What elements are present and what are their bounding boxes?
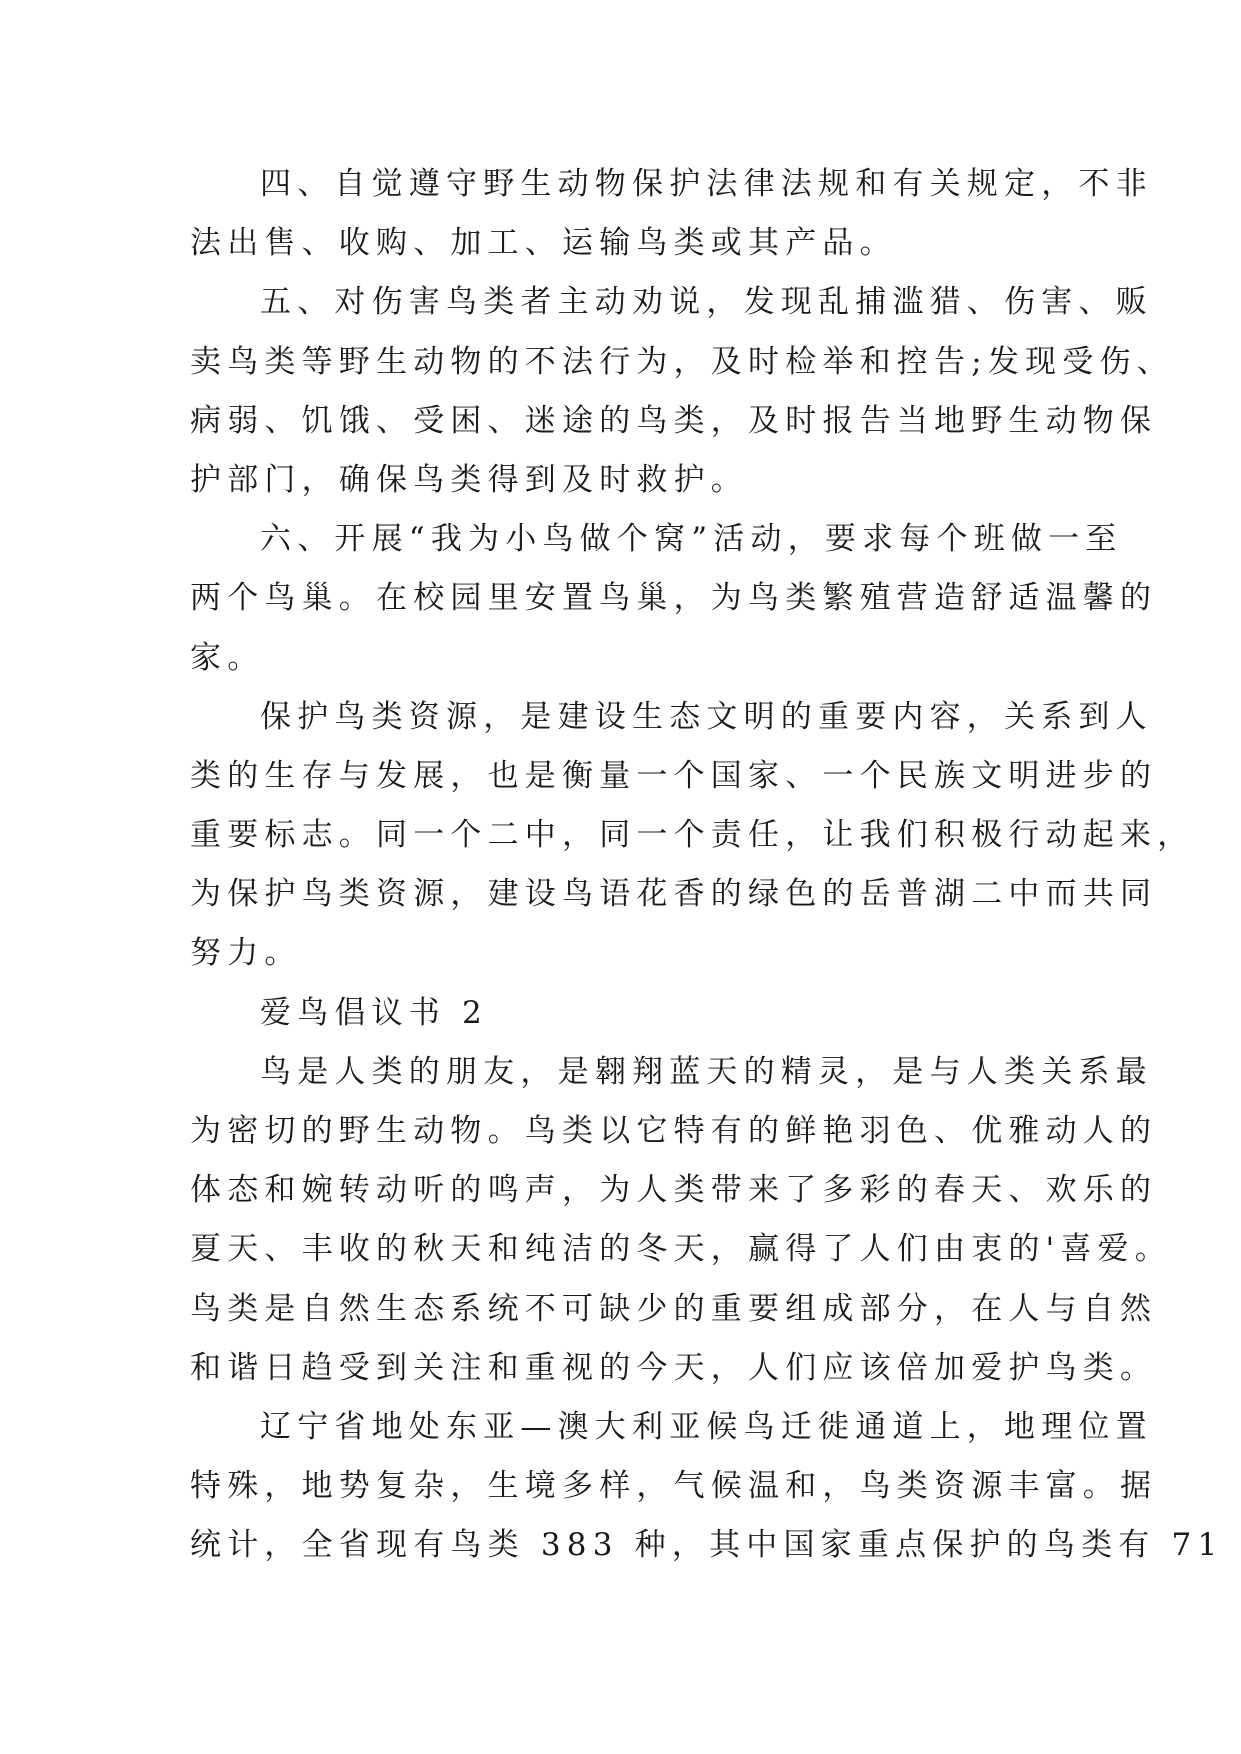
section-title: 爱鸟倡议书 2 [260,994,488,1031]
text-line: 家。 [190,639,265,676]
text-line: 为保护鸟类资源，建设鸟语花香的绿色的岳普湖二中而共同 [190,876,1158,913]
text-line: 法出售、收购、加工、运输鸟类或其产品。 [190,225,897,262]
text-line: 卖鸟类等野生动物的不法行为，及时检举和控告;发现受伤、 [190,343,1174,380]
text-line: 重要标志。同一个二中，同一个责任，让我们积极行动起来， [190,817,1195,854]
paragraph-liaoning [190,1398,1224,1576]
text-line: 努力。 [190,935,302,972]
text-line: 辽宁省地处东亚—澳大利亚候鸟迁徙通道上，地理位置 [260,1408,1153,1445]
text-line: 保护鸟类资源，是建设生态文明的重要内容，关系到人 [260,698,1153,735]
document-body [190,155,1224,1576]
text-line: 体态和婉转动听的鸣声，为人类带来了多彩的春天、欢乐的 [190,1172,1158,1209]
paragraph-rule-4 [190,155,1153,273]
text-line: 六、开展“我为小鸟做个窝”活动，要求每个班做一至 [260,521,1123,558]
text-line: 类的生存与发展，也是衡量一个国家、一个民族文明进步的 [190,757,1158,794]
paragraph-intro [190,1043,1172,1398]
text-line: 特殊，地势复杂，生境多样，气候温和，鸟类资源丰富。据 [190,1468,1158,1505]
paragraph-conclusion [190,688,1195,984]
text-line: 病弱、饥饿、受困、迷途的鸟类，及时报告当地野生动物保 [190,402,1158,439]
paragraph-rule-5 [190,273,1174,510]
text-line: 四、自觉遵守野生动物保护法律法规和有关规定，不非 [260,166,1153,202]
section-heading [190,984,1050,1043]
text-line: 为密切的野生动物。鸟类以它特有的鲜艳羽色、优雅动人的 [190,1113,1158,1149]
text-line: 五、对伤害鸟类者主动劝说，发现乱捕滥猎、伤害、贩 [260,284,1153,321]
text-line: 鸟是人类的朋友，是翱翔蓝天的精灵，是与人类关系最 [260,1053,1153,1090]
text-line: 夏天、丰收的秋天和纯洁的冬天，赢得了人们由衷的'喜爱。 [190,1231,1172,1268]
text-line: 护部门，确保鸟类得到及时救护。 [190,461,748,498]
text-line: 统计，全省现有鸟类 383 种，其中国家重点保护的鸟类有 71 [190,1527,1224,1564]
text-line: 鸟类是自然生态系统不可缺少的重要组成部分，在人与自然 [190,1290,1158,1327]
text-line: 两个鸟巢。在校园里安置鸟巢，为鸟类繁殖营造舒适温馨的 [190,580,1158,617]
paragraph-rule-6 [190,510,1158,688]
text-line: 和谐日趋受到关注和重视的今天，人们应该倍加爱护鸟类。 [190,1349,1158,1386]
